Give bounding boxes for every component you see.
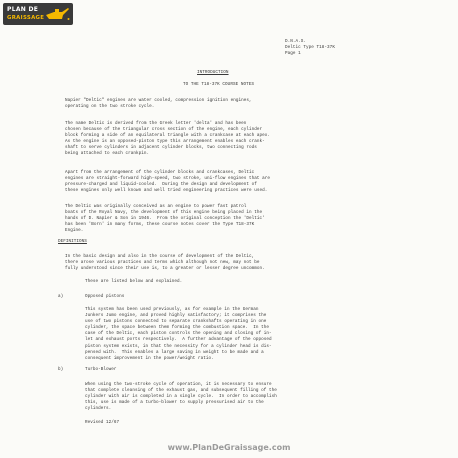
item-b-title: Turbo-Blower [85, 367, 117, 372]
document-subtitle: TO THE T18-37K COURSE NOTES [183, 82, 254, 87]
document-title: INTRODUCTION [197, 70, 229, 75]
paragraph-3: Apart from the arrangement of the cylinder blocks and crankcases, Deltic engines are straight-forward high-speed, two stroke, uni-flow engines that are pressure-charged and liquid-cooled. During the design and development of these engines only well known and well tried engineering practices were used. [65, 170, 271, 194]
site-logo [3, 3, 73, 25]
definitions-listed: These are listed below and explained. [85, 279, 183, 284]
definitions-heading: DEFINITIONS [58, 239, 87, 244]
logo-line1: PLAN DE [7, 6, 39, 13]
paragraph-4: The Deltic was originally conceived as an engine to power fast patrol boats of the Royal Navy, the development of this engine being placed in the hands of D. Napier & Son in 1946. From the original conception the 'Deltic' has been 'Born' in many forms, these course notes cover the Type T18-37K Engine. [65, 204, 265, 234]
header-page: Page 1 [285, 51, 301, 56]
logo-line2: GRAISSAGE [7, 15, 45, 21]
item-b-marker: b) [58, 367, 64, 372]
item-a-title: Opposed pistons [85, 294, 125, 299]
website-watermark: www.PlanDeGraissage.com [167, 443, 291, 452]
paragraph-1: Napier "Deltic" engines are water cooled, compression ignition engines, operating on the two stroke cycle. [65, 98, 252, 110]
definitions-intro: In the basic design and also in the course of development of the Deltic, there arose various practices and terms which although not new, may not be fully understood since their use is, to a greater or lesser degree uncommon. [65, 254, 265, 272]
header-org: D.N.A.S. [285, 39, 307, 44]
paragraph-2: The name Deltic is derived from the Greek letter 'delta' and has been chosen because of the triangular cross section of the engine, each cylinder block forming a side of an equilateral triangle with a crankcase at each apex. As the engine is an opposed-piston type this arrangement enables each crank- shaft to serve cylinders in adjacent cylinder blocks, two connecting rods being attached to each crankpin. [65, 121, 271, 157]
item-a-body: This system has been used previously, as for example in the German Junkers Jumo engine, and proved highly satisfactory; it comprises the use of two pistons connected to separate crankshafts operating in one cylinder, the space between them forming the combustion space. In the case of the Deltic, each piston controls the opening and closing of in- let and exhaust ports respectively. A further advantage of the opposed piston system exists, in that the necessity for a cylinder head is dis- pensed with. This enables a large saving in weight to be made and a consequent improvement in the power/weight ratio. [85, 307, 272, 361]
header-type: Deltic Type T18-37K [285, 45, 335, 50]
item-a-marker: a) [58, 294, 64, 299]
item-b-body: When using the two-stroke cycle of operation, it is necessary to ensure that complete cleansing of the exhaust gas, and subsequent filling of the cylinder with air is completed in a single cycle. In order to accomplish this, use is made of a turbo-blower to supply pressurised air to the cylinders. [85, 382, 277, 412]
oil-can-icon [44, 6, 70, 22]
revised-note: Revised 12/67 [85, 420, 120, 425]
